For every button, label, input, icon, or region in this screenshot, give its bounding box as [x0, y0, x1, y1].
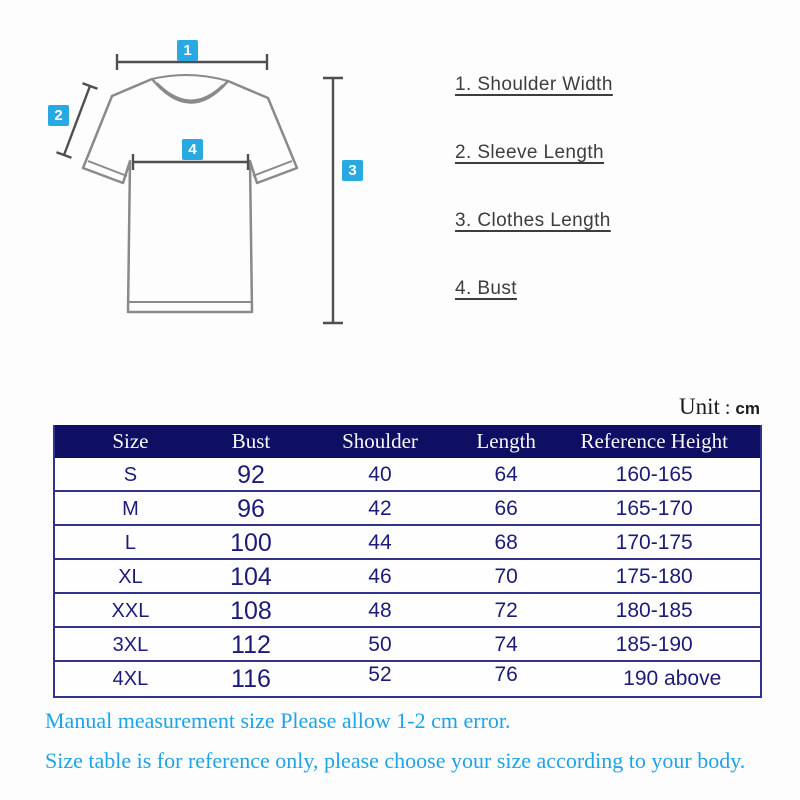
cell-bust: 104	[230, 563, 272, 591]
header-size: Size	[112, 429, 149, 453]
size-table	[53, 425, 762, 698]
note-measurement-error: Manual measurement size Please allow 1-2 cm error.	[45, 708, 511, 733]
cell-bust: 116	[231, 665, 271, 693]
table-row-s	[55, 458, 760, 492]
cell-length: 74	[494, 633, 518, 656]
cell-shoulder: 44	[368, 531, 392, 554]
table-row-l	[55, 526, 760, 560]
cell-reference-height: 190 above	[623, 667, 722, 690]
cell-size: M	[122, 498, 139, 520]
marker-2-sleeve: 2	[48, 105, 69, 126]
cell-length: 70	[494, 565, 518, 588]
marker-3-length: 3	[342, 160, 363, 181]
cell-size: XXL	[111, 600, 150, 622]
header-length: Length	[476, 429, 536, 453]
unit-value: cm	[735, 399, 760, 418]
cell-shoulder: 46	[368, 565, 392, 588]
cell-reference-height: 160-165	[615, 463, 693, 486]
cell-size: XL	[118, 566, 143, 588]
unit-word: Unit	[678, 394, 720, 419]
table-row-xxl	[55, 594, 760, 628]
table-row-4xl	[55, 662, 760, 696]
cell-shoulder: 52	[368, 663, 392, 686]
cell-size: S	[123, 464, 138, 486]
cell-bust: 96	[237, 495, 265, 523]
marker-1-shoulder: 1	[177, 40, 198, 61]
table-row-m	[55, 492, 760, 526]
cell-bust: 112	[231, 631, 271, 659]
cell-reference-height: 170-175	[615, 531, 693, 554]
cell-reference-height: 180-185	[615, 599, 693, 622]
unit-separator: :	[719, 397, 736, 419]
cell-length: 68	[494, 531, 518, 554]
cell-shoulder: 40	[368, 463, 392, 486]
cell-length: 64	[494, 463, 518, 486]
cell-length: 76	[494, 663, 518, 686]
cell-shoulder: 48	[368, 599, 392, 622]
cell-length: 72	[494, 599, 518, 622]
cell-size: L	[124, 532, 136, 554]
legend-item-sleeve-length: 2. Sleeve Length	[455, 142, 605, 163]
legend-item-clothes-length: 3. Clothes Length	[455, 210, 611, 231]
cell-bust: 92	[237, 461, 265, 489]
cell-bust: 100	[230, 529, 272, 557]
cell-bust: 108	[230, 597, 272, 625]
cell-reference-height: 165-170	[615, 497, 693, 520]
cell-length: 66	[494, 497, 518, 520]
cell-shoulder: 50	[368, 633, 392, 656]
cell-reference-height: 175-180	[615, 565, 693, 588]
measure-line-clothes-length	[323, 78, 343, 323]
note-reference-only: Size table is for reference only, please choose your size according to your body.	[45, 748, 746, 773]
header-shoulder: Shoulder	[342, 429, 418, 453]
marker-4-bust: 4	[182, 139, 203, 160]
header-bust: Bust	[231, 429, 271, 453]
table-row-xl	[55, 560, 760, 594]
legend-item-shoulder-width: 1. Shoulder Width	[455, 74, 613, 95]
legend-item-bust: 4. Bust	[455, 278, 517, 299]
cell-size: 4XL	[112, 668, 149, 690]
unit-label	[679, 394, 760, 420]
table-header-row	[55, 425, 760, 458]
cell-shoulder: 42	[368, 497, 392, 520]
cell-reference-height: 185-190	[615, 633, 693, 656]
tshirt-outline	[83, 79, 297, 312]
header-reference-height: Reference Height	[580, 429, 728, 453]
cell-size: 3XL	[112, 634, 149, 656]
collar-back-arc	[152, 75, 228, 81]
table-row-3xl	[55, 628, 760, 662]
